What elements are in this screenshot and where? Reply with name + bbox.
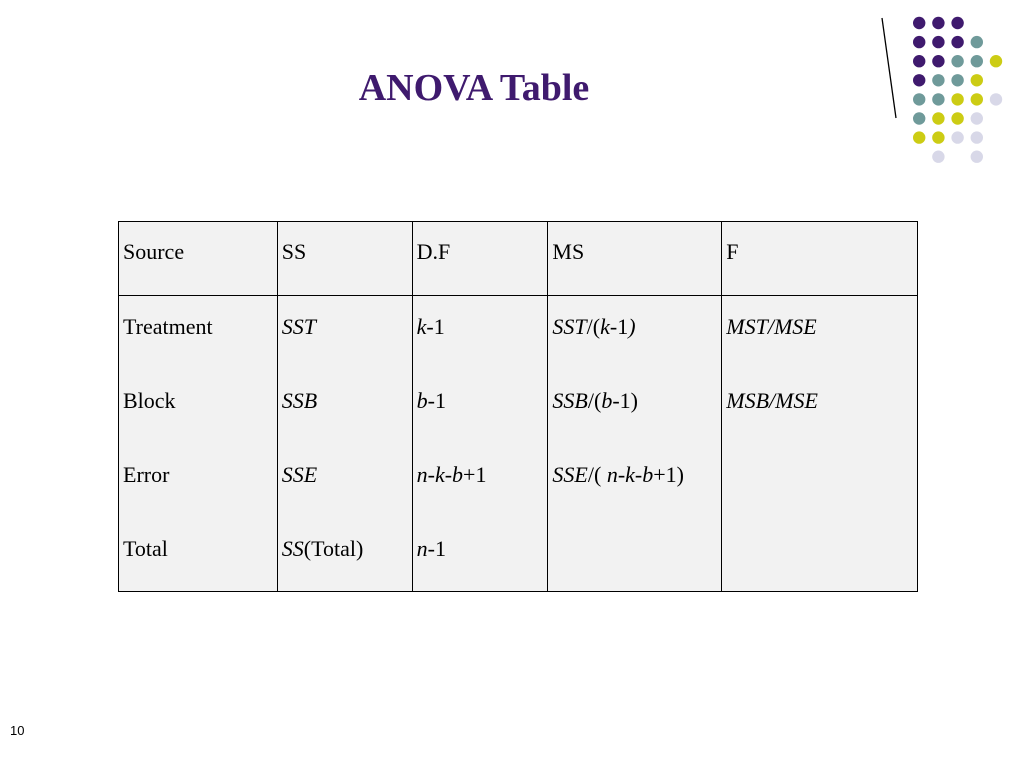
cell-ss: SSB <box>277 370 412 444</box>
decorative-dot <box>932 36 944 48</box>
header-ss: SS <box>277 222 412 296</box>
header-ms: MS <box>548 222 722 296</box>
cell-f: MSB/MSE <box>722 370 918 444</box>
decorative-dot <box>932 151 944 163</box>
decorative-dot <box>951 17 963 29</box>
cell-df: n-k-b+1 <box>412 444 548 518</box>
cell-df: k-1 <box>412 296 548 370</box>
decorative-dot <box>951 131 963 143</box>
cell-f <box>722 444 918 518</box>
decorative-dot <box>971 112 983 124</box>
decorative-dot <box>913 36 925 48</box>
decorative-dot <box>951 112 963 124</box>
decorative-dot <box>971 93 983 105</box>
table-row-block <box>119 370 918 444</box>
table-header-row <box>119 222 918 296</box>
cell-source: Error <box>119 444 278 518</box>
anova-table <box>118 221 918 592</box>
header-df: D.F <box>412 222 548 296</box>
cell-ms: SSE/( n-k-b+1) <box>548 444 722 518</box>
cell-df: n-1 <box>412 518 548 592</box>
cell-ms: SST/(k-1) <box>548 296 722 370</box>
cell-df: b-1 <box>412 370 548 444</box>
decorative-dot <box>971 55 983 67</box>
cell-ss: SSE <box>277 444 412 518</box>
decorative-dot <box>971 36 983 48</box>
decorative-dot <box>990 93 1002 105</box>
header-source: Source <box>119 222 278 296</box>
table-row-error <box>119 444 918 518</box>
decorative-dot <box>913 131 925 143</box>
decorative-dot <box>971 151 983 163</box>
decorative-dot <box>951 93 963 105</box>
decorative-dot <box>932 131 944 143</box>
cell-f <box>722 518 918 592</box>
decorative-dot <box>990 55 1002 67</box>
page-number: 10 <box>10 723 25 738</box>
decorative-dot <box>951 36 963 48</box>
cell-ss: SST <box>277 296 412 370</box>
cell-ms <box>548 518 722 592</box>
table-row-treatment <box>119 296 918 370</box>
header-f: F <box>722 222 918 296</box>
decorative-dot <box>971 74 983 86</box>
table-row-total <box>119 518 918 592</box>
cell-ss: SS(Total) <box>277 518 412 592</box>
cell-source: Block <box>119 370 278 444</box>
cell-f: MST/MSE <box>722 296 918 370</box>
decorative-dot <box>951 74 963 86</box>
decorative-dot <box>913 112 925 124</box>
decorative-dot <box>932 17 944 29</box>
cell-ms: SSB/(b-1) <box>548 370 722 444</box>
decorative-dot <box>913 17 925 29</box>
cell-source: Total <box>119 518 278 592</box>
decorative-dot <box>951 55 963 67</box>
cell-source: Treatment <box>119 296 278 370</box>
decorative-dot <box>932 112 944 124</box>
slide-title: ANOVA Table <box>358 67 590 109</box>
decorative-dot <box>971 131 983 143</box>
